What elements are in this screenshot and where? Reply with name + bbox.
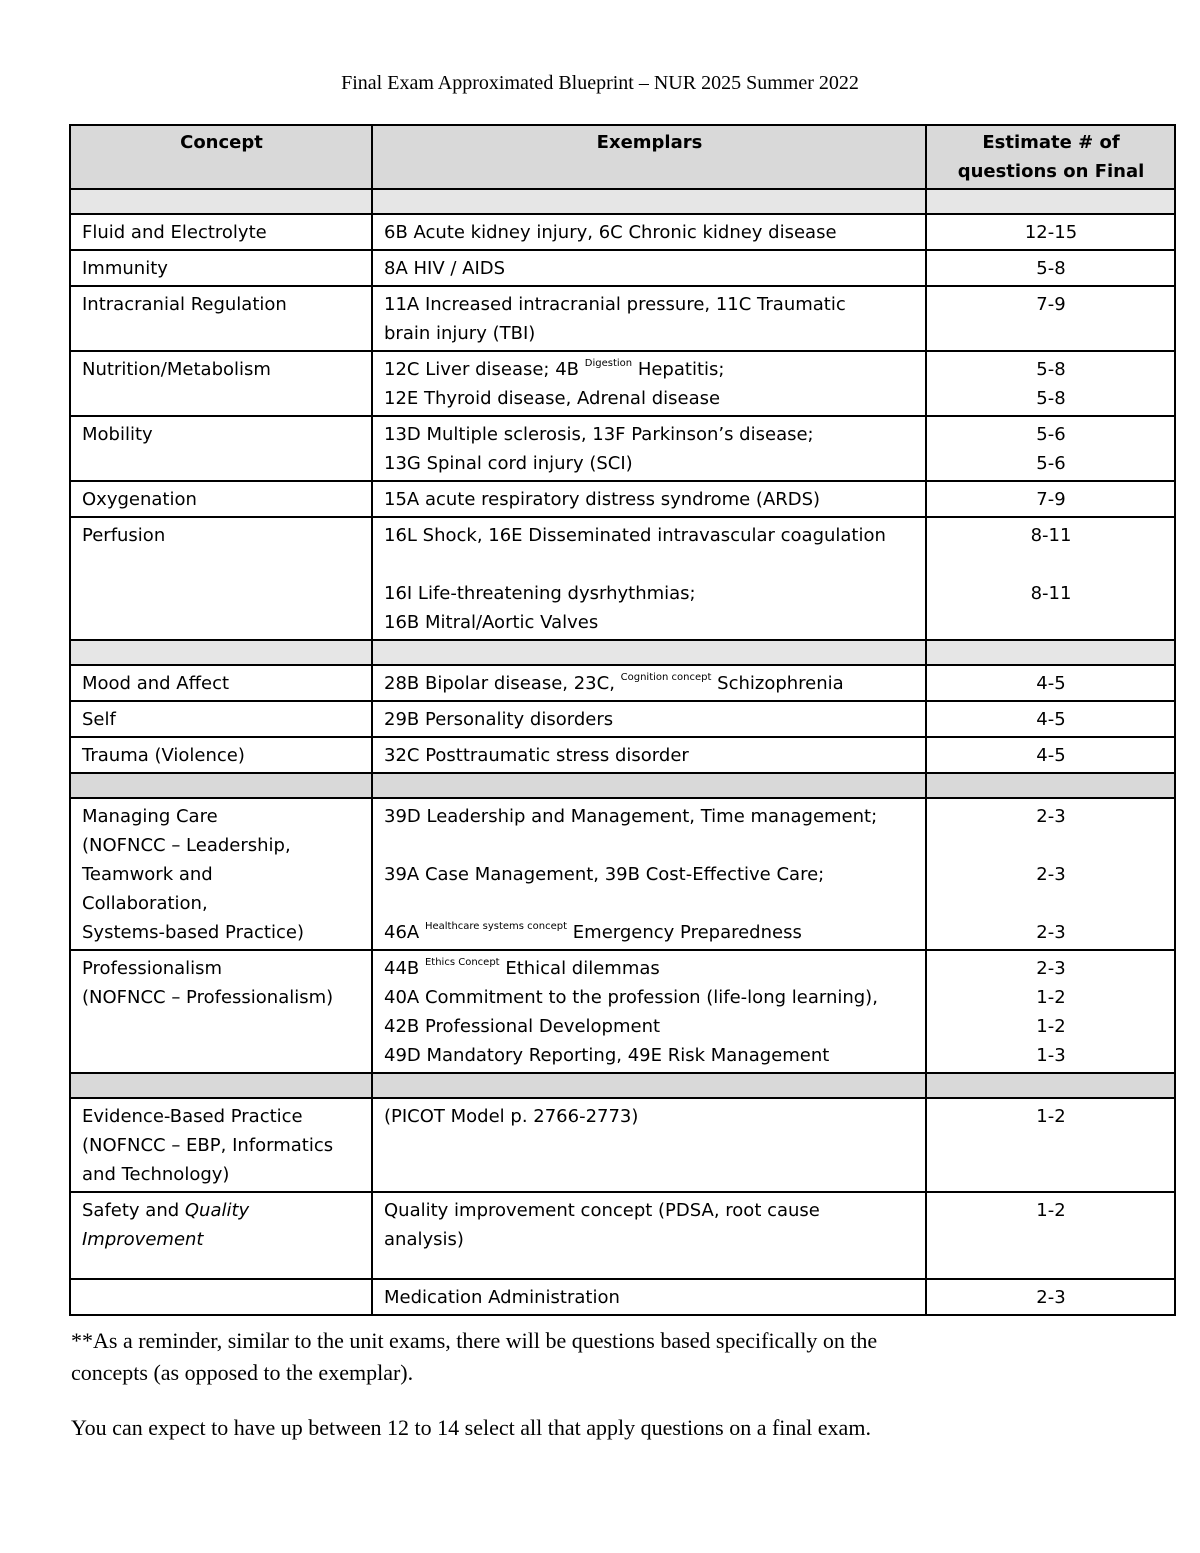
table-row	[70, 1192, 1175, 1279]
sata-note: You can expect to have up between 12 to 14 select all that apply questions on a final exam.	[71, 1415, 871, 1440]
estimate-cell	[926, 416, 1175, 481]
exemplar-line: 42B Professional Development	[384, 1016, 661, 1037]
concept-line	[82, 1196, 361, 1225]
concept-superscript: Ethics Concept	[424, 957, 500, 968]
document-title: Final Exam Approximated Blueprint – NUR 2025 Summer 2022	[341, 72, 859, 94]
concept-line: (NOFNCC – Professionalism)	[82, 987, 334, 1008]
estimate-cell: 7-9	[926, 481, 1175, 517]
table-row	[70, 416, 1175, 481]
exemplar-line: 13D Multiple sclerosis, 13F Parkinson’s disease;	[384, 424, 814, 445]
separator-row	[70, 640, 1175, 665]
concept-cell: Immunity	[70, 250, 372, 286]
table-row	[70, 1098, 1175, 1192]
header-estimate	[926, 125, 1175, 189]
table-row	[70, 250, 1175, 286]
estimate-cell	[926, 517, 1175, 640]
concept-cell: Intracranial Regulation	[70, 286, 372, 351]
exemplar-line: 16L Shock, 16E Disseminated intravascular coagulation	[384, 525, 886, 546]
estimate-value: 8-11	[1030, 583, 1072, 604]
reminder-line: concepts (as opposed to the exemplar).	[71, 1360, 414, 1385]
table-row	[70, 214, 1175, 250]
exemplar-text: 28B Bipolar disease, 23C,	[384, 673, 621, 694]
table-row	[70, 665, 1175, 701]
exemplar-cell	[372, 950, 926, 1073]
estimate-value: 1-2	[1036, 987, 1066, 1008]
exemplar-cell: Medication Administration	[372, 1279, 926, 1315]
exemplar-text: Hepatitis;	[632, 359, 725, 380]
estimate-value: 8-11	[1030, 525, 1072, 546]
exemplar-text: 44B	[384, 958, 425, 979]
header-estimate-line2: questions on Final	[957, 161, 1145, 182]
estimate-cell: 7-9	[926, 286, 1175, 351]
exemplar-cell	[372, 286, 926, 351]
exemplar-line: 11A Increased intracranial pressure, 11C Traumatic	[384, 294, 846, 315]
exemplar-line	[384, 954, 915, 983]
exemplar-line	[384, 355, 915, 384]
separator-row	[70, 189, 1175, 214]
estimate-cell	[926, 351, 1175, 416]
header-estimate-line1: Estimate # of	[982, 132, 1120, 153]
table-header-row	[70, 125, 1175, 189]
exemplar-cell	[372, 665, 926, 701]
concept-line: Collaboration,	[82, 893, 208, 914]
estimate-value: 2-3	[1036, 958, 1066, 979]
estimate-cell: 1-2	[926, 1098, 1175, 1192]
exemplar-line: 12E Thyroid disease, Adrenal disease	[384, 388, 721, 409]
reminder-note	[71, 1325, 1151, 1389]
concept-cell	[70, 1192, 372, 1279]
concept-line: Improvement	[82, 1229, 204, 1250]
estimate-cell: 4-5	[926, 737, 1175, 773]
exemplar-line: 39A Case Management, 39B Cost-Effective Care;	[384, 864, 825, 885]
estimate-cell: 1-2	[926, 1192, 1175, 1279]
table-row	[70, 481, 1175, 517]
exemplar-line: brain injury (TBI)	[384, 323, 536, 344]
exemplar-text: 12C Liver disease; 4B	[384, 359, 585, 380]
exemplar-cell	[372, 798, 926, 950]
concept-cell: Perfusion	[70, 517, 372, 640]
exemplar-line: Quality improvement concept (PDSA, root cause	[384, 1200, 820, 1221]
concept-cell	[70, 950, 372, 1073]
estimate-cell: 2-3	[926, 1279, 1175, 1315]
exemplar-cell	[372, 351, 926, 416]
exemplar-text: Schizophrenia	[711, 673, 844, 694]
estimate-value: 1-2	[1036, 1016, 1066, 1037]
estimate-value: 2-3	[1036, 922, 1066, 943]
exemplar-cell: 6B Acute kidney injury, 6C Chronic kidney disease	[372, 214, 926, 250]
exemplar-cell: 8A HIV / AIDS	[372, 250, 926, 286]
exemplar-cell: 32C Posttraumatic stress disorder	[372, 737, 926, 773]
estimate-value: 5-8	[1036, 388, 1066, 409]
concept-line: Teamwork and	[82, 864, 213, 885]
exemplar-line: 13G Spinal cord injury (SCI)	[384, 453, 633, 474]
separator-row	[70, 1073, 1175, 1098]
exemplar-text: 46A	[384, 922, 425, 943]
concept-superscript: Healthcare systems concept	[424, 921, 568, 932]
exemplar-cell	[372, 517, 926, 640]
estimate-value: 5-6	[1036, 453, 1066, 474]
estimate-value: 2-3	[1036, 806, 1066, 827]
table-row	[70, 517, 1175, 640]
concept-cell	[70, 1098, 372, 1192]
concept-line: Systems-based Practice)	[82, 922, 304, 943]
reminder-line: **As a reminder, similar to the unit exams, there will be questions based specifically on the	[71, 1328, 878, 1353]
table-row	[70, 351, 1175, 416]
estimate-cell	[926, 798, 1175, 950]
table-row	[70, 701, 1175, 737]
exemplar-line	[384, 918, 915, 947]
exemplar-cell: 29B Personality disorders	[372, 701, 926, 737]
table-row	[70, 286, 1175, 351]
exemplar-text: Ethical dilemmas	[499, 958, 660, 979]
exemplar-line: 49D Mandatory Reporting, 49E Risk Management	[384, 1045, 830, 1066]
concept-superscript: Digestion	[584, 358, 633, 369]
exemplar-line: analysis)	[384, 1229, 464, 1250]
estimate-cell: 12-15	[926, 214, 1175, 250]
concept-cell: Fluid and Electrolyte	[70, 214, 372, 250]
concept-line: (NOFNCC – Leadership,	[82, 835, 291, 856]
estimate-cell: 5-8	[926, 250, 1175, 286]
table-row	[70, 798, 1175, 950]
table-row	[70, 737, 1175, 773]
concept-line: Managing Care	[82, 806, 218, 827]
exemplar-cell: 15A acute respiratory distress syndrome (ARDS)	[372, 481, 926, 517]
exemplar-line: 16I Life-threatening dysrhythmias;	[384, 583, 696, 604]
estimate-value: 2-3	[1036, 864, 1066, 885]
concept-line: Evidence-Based Practice	[82, 1106, 303, 1127]
concept-text: Safety and	[82, 1200, 185, 1221]
exemplar-text: Emergency Preparedness	[567, 922, 802, 943]
concept-cell	[70, 798, 372, 950]
estimate-cell: 4-5	[926, 665, 1175, 701]
exemplar-line: 39D Leadership and Management, Time management;	[384, 806, 878, 827]
concept-line: and Technology)	[82, 1164, 230, 1185]
concept-cell: Trauma (Violence)	[70, 737, 372, 773]
estimate-value: 5-6	[1036, 424, 1066, 445]
concept-superscript: Cognition concept	[620, 672, 712, 683]
concept-cell: Self	[70, 701, 372, 737]
header-concept: Concept	[70, 125, 372, 189]
exemplar-line: 40A Commitment to the profession (life-long learning),	[384, 987, 878, 1008]
concept-line: Professionalism	[82, 958, 223, 979]
concept-italic: Quality	[184, 1200, 250, 1221]
concept-cell	[70, 1279, 372, 1315]
estimate-cell	[926, 950, 1175, 1073]
header-exemplars: Exemplars	[372, 125, 926, 189]
concept-line: (NOFNCC – EBP, Informatics	[82, 1135, 334, 1156]
estimate-cell: 4-5	[926, 701, 1175, 737]
concept-cell: Oxygenation	[70, 481, 372, 517]
estimate-value: 5-8	[1036, 359, 1066, 380]
separator-row	[70, 773, 1175, 798]
exemplar-cell	[372, 1192, 926, 1279]
table-row	[70, 950, 1175, 1073]
exemplar-cell	[372, 416, 926, 481]
concept-cell: Nutrition/Metabolism	[70, 351, 372, 416]
table-row	[70, 1279, 1175, 1315]
exemplar-cell: (PICOT Model p. 2766-2773)	[372, 1098, 926, 1192]
concept-cell: Mobility	[70, 416, 372, 481]
estimate-value: 1-3	[1036, 1045, 1066, 1066]
blueprint-table	[69, 124, 1176, 1316]
concept-cell: Mood and Affect	[70, 665, 372, 701]
exemplar-line: 16B Mitral/Aortic Valves	[384, 612, 599, 633]
